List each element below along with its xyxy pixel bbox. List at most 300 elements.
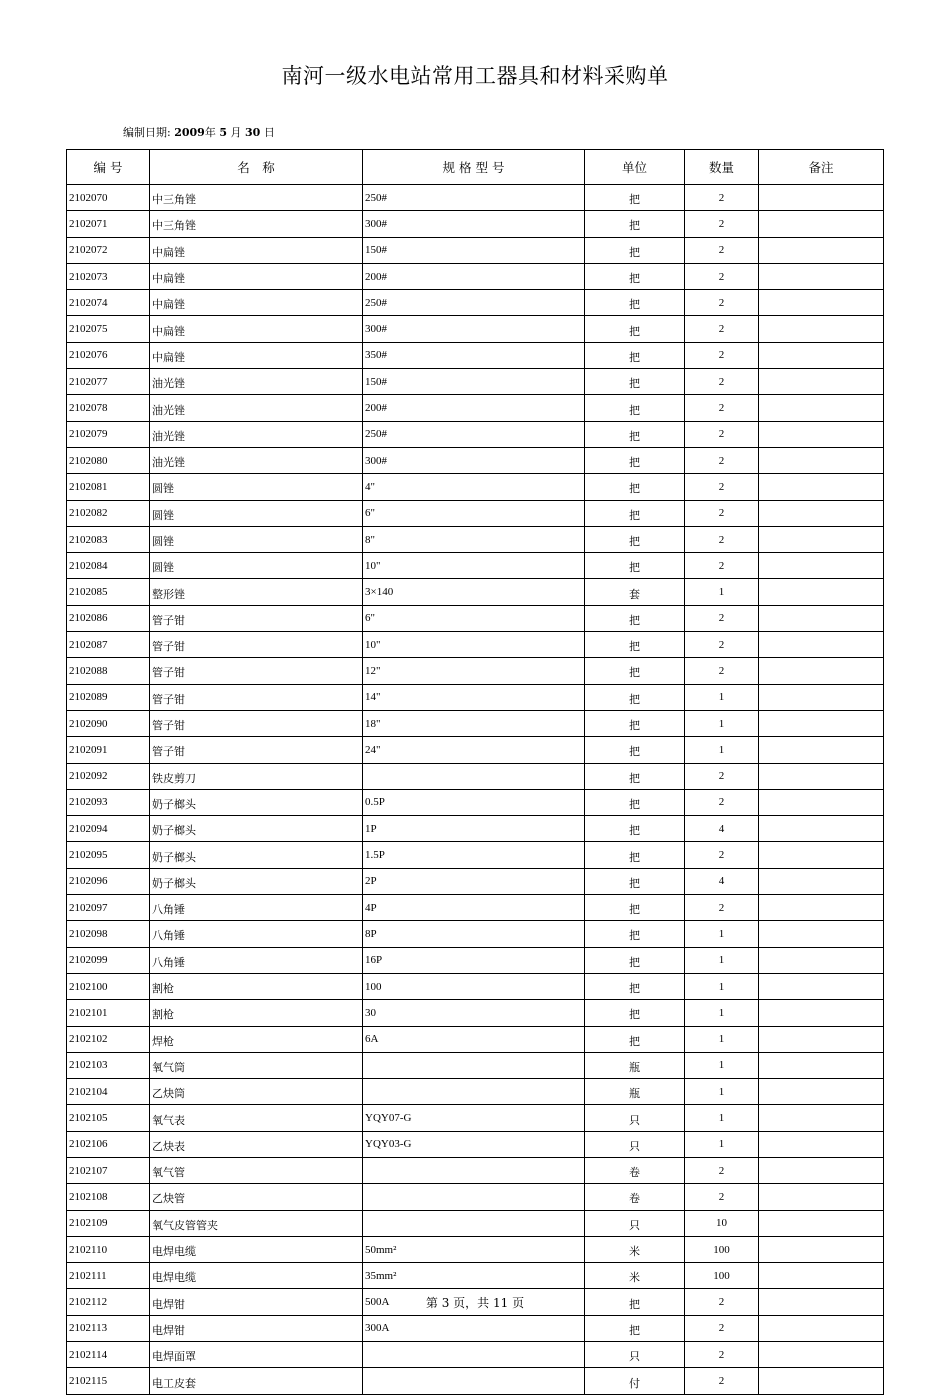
cell-unit: 把	[585, 947, 685, 973]
date-day-char: 日	[263, 126, 275, 139]
cell-qty: 2	[685, 474, 759, 500]
table-row	[67, 237, 884, 263]
table-row	[67, 1342, 884, 1368]
page-footer: 第 3 页，共 11 页	[425, 1296, 525, 1310]
cell-spec: 35mm²	[363, 1263, 585, 1289]
table-row	[67, 474, 884, 500]
cell-unit: 把	[585, 395, 685, 421]
cell-code: 2102080	[67, 447, 150, 473]
cell-code: 2102093	[67, 789, 150, 815]
cell-name: 奶子榔头	[150, 816, 363, 842]
cell-spec: 150#	[363, 369, 585, 395]
cell-name: 奶子榔头	[150, 868, 363, 894]
cell-qty: 2	[685, 395, 759, 421]
table-row	[67, 211, 884, 237]
cell-qty: 2	[685, 369, 759, 395]
cell-name: 管子钳	[150, 658, 363, 684]
cell-code: 2102073	[67, 263, 150, 289]
cell-code: 2102081	[67, 474, 150, 500]
cell-qty: 1	[685, 1131, 759, 1157]
cell-remark	[759, 1079, 884, 1105]
cell-remark	[759, 921, 884, 947]
cell-qty: 2	[685, 290, 759, 316]
table-row	[67, 316, 884, 342]
cell-remark	[759, 579, 884, 605]
cell-spec: 300A	[363, 1315, 585, 1341]
table-row	[67, 737, 884, 763]
cell-qty: 4	[685, 816, 759, 842]
cell-qty: 2	[685, 526, 759, 552]
table-row	[67, 763, 884, 789]
cell-name: 电焊面罩	[150, 1342, 363, 1368]
cell-code: 2102085	[67, 579, 150, 605]
cell-remark	[759, 553, 884, 579]
cell-remark	[759, 605, 884, 631]
cell-qty: 1	[685, 1000, 759, 1026]
cell-spec: 300#	[363, 447, 585, 473]
cell-spec: 200#	[363, 395, 585, 421]
cell-unit: 把	[585, 342, 685, 368]
cell-unit: 把	[585, 789, 685, 815]
header-remark: 备注	[759, 150, 884, 185]
cell-spec: 2P	[363, 868, 585, 894]
cell-qty: 1	[685, 973, 759, 999]
cell-name: 电焊电缆	[150, 1236, 363, 1262]
cell-remark	[759, 868, 884, 894]
cell-unit: 把	[585, 605, 685, 631]
cell-name: 氧气管	[150, 1157, 363, 1183]
cell-spec: 200#	[363, 263, 585, 289]
cell-spec	[363, 1079, 585, 1105]
cell-unit: 卷	[585, 1184, 685, 1210]
cell-remark	[759, 632, 884, 658]
table-row	[67, 1210, 884, 1236]
cell-name: 奶子榔头	[150, 789, 363, 815]
cell-spec: 4"	[363, 474, 585, 500]
cell-remark	[759, 1026, 884, 1052]
cell-name: 管子钳	[150, 710, 363, 736]
cell-name: 中扁锉	[150, 263, 363, 289]
cell-spec: 14"	[363, 684, 585, 710]
cell-code: 2102079	[67, 421, 150, 447]
table-row	[67, 500, 884, 526]
cell-remark	[759, 1157, 884, 1183]
cell-remark	[759, 1131, 884, 1157]
table-row	[67, 553, 884, 579]
cell-spec: YQY03-G	[363, 1131, 585, 1157]
cell-remark	[759, 816, 884, 842]
cell-qty: 2	[685, 342, 759, 368]
table-row	[67, 1184, 884, 1210]
date-month-char: 月	[230, 126, 242, 139]
cell-name: 乙炔管	[150, 1184, 363, 1210]
cell-remark	[759, 1236, 884, 1262]
table-row	[67, 1052, 884, 1078]
cell-code: 2102097	[67, 895, 150, 921]
cell-unit: 把	[585, 185, 685, 211]
cell-code: 2102072	[67, 237, 150, 263]
cell-remark	[759, 395, 884, 421]
cell-unit: 瓶	[585, 1079, 685, 1105]
cell-name: 八角锤	[150, 895, 363, 921]
cell-name: 中三角锉	[150, 185, 363, 211]
cell-code: 2102083	[67, 526, 150, 552]
table-row	[67, 816, 884, 842]
cell-code: 2102086	[67, 605, 150, 631]
cell-spec: 18"	[363, 710, 585, 736]
cell-name: 中扁锉	[150, 290, 363, 316]
date-month: 5	[219, 126, 227, 139]
cell-remark	[759, 1342, 884, 1368]
cell-unit: 把	[585, 684, 685, 710]
cell-remark	[759, 290, 884, 316]
cell-qty: 1	[685, 1079, 759, 1105]
cell-name: 焊枪	[150, 1026, 363, 1052]
table-row	[67, 263, 884, 289]
cell-qty: 1	[685, 737, 759, 763]
cell-spec	[363, 763, 585, 789]
cell-remark	[759, 763, 884, 789]
compile-date	[123, 124, 275, 140]
cell-spec: 30	[363, 1000, 585, 1026]
cell-name: 奶子榔头	[150, 842, 363, 868]
table-row	[67, 658, 884, 684]
cell-unit: 只	[585, 1131, 685, 1157]
cell-name: 圆锉	[150, 500, 363, 526]
cell-remark	[759, 1105, 884, 1131]
cell-qty: 10	[685, 1210, 759, 1236]
table-row	[67, 632, 884, 658]
cell-qty: 2	[685, 421, 759, 447]
cell-remark	[759, 474, 884, 500]
cell-unit: 把	[585, 263, 685, 289]
cell-code: 2102103	[67, 1052, 150, 1078]
cell-name: 八角锤	[150, 921, 363, 947]
cell-unit: 把	[585, 316, 685, 342]
cell-code: 2102098	[67, 921, 150, 947]
table-row	[67, 579, 884, 605]
table-row	[67, 605, 884, 631]
table-row	[67, 1236, 884, 1262]
cell-qty: 2	[685, 658, 759, 684]
table-row	[67, 973, 884, 999]
cell-name: 油光锉	[150, 447, 363, 473]
cell-spec: 24"	[363, 737, 585, 763]
table-row	[67, 921, 884, 947]
cell-name: 圆锉	[150, 526, 363, 552]
cell-remark	[759, 526, 884, 552]
cell-name: 氧气表	[150, 1105, 363, 1131]
cell-qty: 2	[685, 1289, 759, 1315]
cell-qty: 2	[685, 1184, 759, 1210]
cell-code: 2102084	[67, 553, 150, 579]
cell-spec: 0.5P	[363, 789, 585, 815]
cell-remark	[759, 237, 884, 263]
cell-spec: 1P	[363, 816, 585, 842]
cell-qty: 1	[685, 1105, 759, 1131]
cell-remark	[759, 1315, 884, 1341]
cell-remark	[759, 1368, 884, 1394]
cell-remark	[759, 185, 884, 211]
table-row	[67, 526, 884, 552]
cell-spec: YQY07-G	[363, 1105, 585, 1131]
cell-spec: 1.5P	[363, 842, 585, 868]
cell-qty: 2	[685, 1157, 759, 1183]
cell-spec	[363, 1052, 585, 1078]
cell-qty: 100	[685, 1236, 759, 1262]
cell-qty: 1	[685, 1052, 759, 1078]
cell-code: 2102112	[67, 1289, 150, 1315]
cell-qty: 2	[685, 632, 759, 658]
cell-qty: 2	[685, 1315, 759, 1341]
cell-code: 2102076	[67, 342, 150, 368]
cell-remark	[759, 737, 884, 763]
cell-name: 电工皮套	[150, 1368, 363, 1394]
cell-name: 中扁锉	[150, 316, 363, 342]
cell-remark	[759, 447, 884, 473]
cell-remark	[759, 895, 884, 921]
cell-qty: 2	[685, 185, 759, 211]
cell-unit: 米	[585, 1236, 685, 1262]
cell-qty: 1	[685, 921, 759, 947]
cell-spec: 10"	[363, 553, 585, 579]
cell-name: 乙炔表	[150, 1131, 363, 1157]
cell-name: 管子钳	[150, 684, 363, 710]
cell-spec	[363, 1210, 585, 1236]
page-title: 南河一级水电站常用工器具和材料采购单	[281, 64, 669, 88]
cell-qty: 2	[685, 789, 759, 815]
cell-spec: 4P	[363, 895, 585, 921]
table-row	[67, 842, 884, 868]
header-name: 名 称	[150, 150, 363, 185]
cell-remark	[759, 1210, 884, 1236]
cell-code: 2102074	[67, 290, 150, 316]
cell-qty: 2	[685, 1342, 759, 1368]
cell-spec: 350#	[363, 342, 585, 368]
cell-remark	[759, 263, 884, 289]
cell-code: 2102082	[67, 500, 150, 526]
cell-code: 2102088	[67, 658, 150, 684]
cell-qty: 1	[685, 684, 759, 710]
table-row	[67, 789, 884, 815]
cell-name: 中扁锉	[150, 237, 363, 263]
cell-unit: 米	[585, 1263, 685, 1289]
cell-code: 2102092	[67, 763, 150, 789]
cell-code: 2102108	[67, 1184, 150, 1210]
cell-code: 2102091	[67, 737, 150, 763]
cell-spec: 8P	[363, 921, 585, 947]
cell-qty: 2	[685, 316, 759, 342]
cell-code: 2102087	[67, 632, 150, 658]
cell-remark	[759, 1052, 884, 1078]
cell-name: 圆锉	[150, 553, 363, 579]
cell-unit: 把	[585, 710, 685, 736]
date-day: 30	[245, 126, 261, 139]
header-spec: 规 格 型 号	[363, 150, 585, 185]
cell-unit: 付	[585, 1368, 685, 1394]
cell-code: 2102100	[67, 973, 150, 999]
cell-qty: 2	[685, 263, 759, 289]
cell-unit: 套	[585, 579, 685, 605]
cell-spec: 50mm²	[363, 1236, 585, 1262]
table-row	[67, 1131, 884, 1157]
cell-qty: 2	[685, 605, 759, 631]
cell-unit: 把	[585, 1315, 685, 1341]
cell-remark	[759, 421, 884, 447]
cell-qty: 2	[685, 842, 759, 868]
table-header-row	[67, 150, 884, 185]
table-row	[67, 895, 884, 921]
cell-qty: 2	[685, 237, 759, 263]
cell-unit: 把	[585, 474, 685, 500]
cell-spec: 6"	[363, 500, 585, 526]
cell-remark	[759, 684, 884, 710]
cell-remark	[759, 1184, 884, 1210]
cell-remark	[759, 789, 884, 815]
table-row	[67, 710, 884, 736]
table-row	[67, 868, 884, 894]
cell-unit: 瓶	[585, 1052, 685, 1078]
cell-name: 管子钳	[150, 632, 363, 658]
table-row	[67, 342, 884, 368]
cell-unit: 只	[585, 1342, 685, 1368]
cell-name: 氧气皮管管夹	[150, 1210, 363, 1236]
cell-code: 2102090	[67, 710, 150, 736]
cell-name: 铁皮剪刀	[150, 763, 363, 789]
table-row	[67, 185, 884, 211]
cell-name: 乙炔筒	[150, 1079, 363, 1105]
cell-spec: 16P	[363, 947, 585, 973]
table-row	[67, 290, 884, 316]
table-row	[67, 1105, 884, 1131]
date-year: 2009	[174, 126, 205, 139]
cell-spec	[363, 1368, 585, 1394]
cell-name: 电焊钳	[150, 1315, 363, 1341]
cell-unit: 把	[585, 553, 685, 579]
cell-unit: 把	[585, 237, 685, 263]
cell-name: 中三角锉	[150, 211, 363, 237]
cell-unit: 把	[585, 763, 685, 789]
cell-qty: 1	[685, 947, 759, 973]
table-row	[67, 1368, 884, 1394]
cell-code: 2102102	[67, 1026, 150, 1052]
cell-name: 整形锉	[150, 579, 363, 605]
cell-name: 割枪	[150, 1000, 363, 1026]
cell-spec: 250#	[363, 421, 585, 447]
cell-name: 管子钳	[150, 737, 363, 763]
cell-name: 圆锉	[150, 474, 363, 500]
cell-code: 2102070	[67, 185, 150, 211]
table-row	[67, 1157, 884, 1183]
cell-remark	[759, 947, 884, 973]
cell-name: 电焊钳	[150, 1289, 363, 1315]
cell-spec: 6"	[363, 605, 585, 631]
cell-code: 2102110	[67, 1236, 150, 1262]
cell-code: 2102107	[67, 1157, 150, 1183]
cell-qty: 1	[685, 710, 759, 736]
cell-code: 2102077	[67, 369, 150, 395]
cell-name: 油光锉	[150, 395, 363, 421]
cell-code: 2102114	[67, 1342, 150, 1368]
cell-spec: 100	[363, 973, 585, 999]
cell-code: 2102101	[67, 1000, 150, 1026]
cell-unit: 只	[585, 1105, 685, 1131]
cell-spec: 500A	[363, 1289, 585, 1315]
cell-unit: 把	[585, 369, 685, 395]
header-code: 编 号	[67, 150, 150, 185]
cell-name: 电焊电缆	[150, 1263, 363, 1289]
cell-unit: 把	[585, 526, 685, 552]
table-row	[67, 421, 884, 447]
cell-qty: 2	[685, 553, 759, 579]
cell-code: 2102071	[67, 211, 150, 237]
date-prefix: 编制日期:	[123, 126, 171, 139]
cell-code: 2102094	[67, 816, 150, 842]
cell-spec	[363, 1157, 585, 1183]
cell-unit: 把	[585, 816, 685, 842]
cell-code: 2102095	[67, 842, 150, 868]
cell-name: 割枪	[150, 973, 363, 999]
cell-spec: 250#	[363, 290, 585, 316]
cell-spec: 150#	[363, 237, 585, 263]
cell-name: 氧气筒	[150, 1052, 363, 1078]
cell-spec: 250#	[363, 185, 585, 211]
cell-code: 2102089	[67, 684, 150, 710]
table-row	[67, 1000, 884, 1026]
cell-qty: 2	[685, 500, 759, 526]
cell-name: 管子钳	[150, 605, 363, 631]
cell-remark	[759, 1000, 884, 1026]
cell-name: 中扁锉	[150, 342, 363, 368]
cell-code: 2102113	[67, 1315, 150, 1341]
cell-code: 2102106	[67, 1131, 150, 1157]
header-qty: 数量	[685, 150, 759, 185]
cell-unit: 把	[585, 895, 685, 921]
cell-spec: 3×140	[363, 579, 585, 605]
cell-unit: 把	[585, 1026, 685, 1052]
cell-spec	[363, 1184, 585, 1210]
table-row	[67, 395, 884, 421]
cell-unit: 把	[585, 290, 685, 316]
cell-remark	[759, 342, 884, 368]
cell-remark	[759, 500, 884, 526]
cell-spec: 12"	[363, 658, 585, 684]
cell-qty: 1	[685, 1026, 759, 1052]
table-row	[67, 947, 884, 973]
cell-spec: 300#	[363, 211, 585, 237]
table-row	[67, 1026, 884, 1052]
table-row	[67, 1315, 884, 1341]
cell-remark	[759, 211, 884, 237]
cell-code: 2102111	[67, 1263, 150, 1289]
cell-unit: 把	[585, 973, 685, 999]
cell-unit: 把	[585, 921, 685, 947]
header-unit: 单位	[585, 150, 685, 185]
cell-code: 2102105	[67, 1105, 150, 1131]
cell-unit: 把	[585, 421, 685, 447]
cell-remark	[759, 710, 884, 736]
purchase-table	[66, 149, 884, 1395]
cell-remark	[759, 842, 884, 868]
cell-qty: 2	[685, 895, 759, 921]
cell-unit: 把	[585, 842, 685, 868]
cell-unit: 把	[585, 447, 685, 473]
cell-unit: 把	[585, 1289, 685, 1315]
cell-remark	[759, 369, 884, 395]
cell-code: 2102096	[67, 868, 150, 894]
cell-unit: 把	[585, 500, 685, 526]
cell-remark	[759, 658, 884, 684]
